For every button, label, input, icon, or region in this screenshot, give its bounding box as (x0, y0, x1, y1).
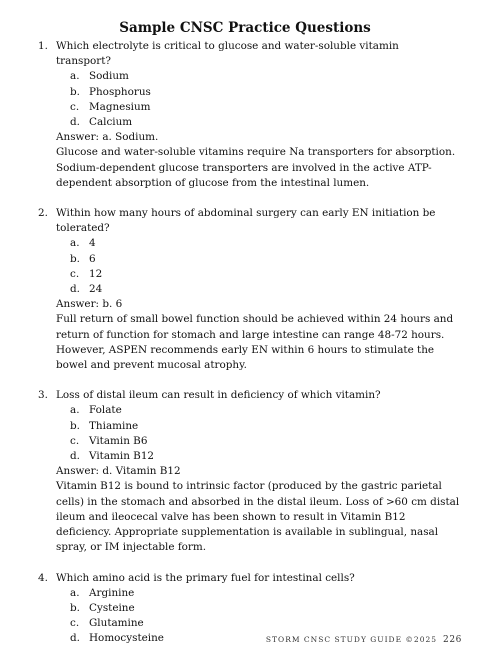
answer-explanation: Full return of small bowel function should be achieved within 24 hours and return of function for stomach and large intestine can range 48-72 hours. However, ASPEN recommends early EN within 6 hours to stimulate the bowel and prevent mucosal atrophy. (56, 313, 454, 372)
option-text: 24 (89, 283, 103, 296)
option-text: Homocysteine (89, 632, 164, 645)
page-footer (266, 635, 462, 645)
option-text: Phosphorus (89, 85, 151, 98)
option-item (70, 419, 490, 434)
option-list (0, 236, 490, 297)
option-letter: a. (70, 70, 80, 83)
option-letter: d. (70, 116, 80, 129)
page-title: Sample CNSC Practice Questions (119, 20, 371, 36)
option-letter: a. (70, 404, 80, 417)
answer-line: Answer: d. Vitamin B12 (56, 465, 181, 478)
option-item (70, 85, 490, 100)
question-text: Within how many hours of abdominal surgery can early EN initiation be tolerated? (56, 207, 436, 235)
option-letter: a. (70, 237, 80, 250)
option-list (0, 69, 490, 130)
question-text: Which electrolyte is critical to glucose and water-soluble vitamin transport? (56, 40, 399, 68)
question-text: Loss of distal ileum can result in deficiency of which vitamin? (56, 389, 381, 402)
question-number: 3. (38, 389, 48, 402)
answer-line: Answer: b. 6 (56, 298, 123, 311)
answer-explanation: Vitamin B12 is bound to intrinsic factor (produced by the gastric parietal cells) in the stomach and absorbed in the distal ileum. Loss of >60 cm distal ileum and ileocecal valve has been shown to result in Vitamin B12 deficiency. Appropriate supplementation is available in sublingual, nasal spray, or IM injectable form. (56, 480, 460, 554)
footer-brand: STORM CNSC STUDY GUIDE ©2025 (265, 635, 438, 644)
option-text: Glutamine (89, 617, 144, 630)
option-letter: c. (70, 267, 80, 280)
page-number: 226 (443, 635, 462, 645)
option-text: 6 (89, 252, 96, 265)
option-text: Vitamin B12 (89, 450, 155, 463)
option-letter: a. (70, 586, 80, 599)
option-list (0, 403, 490, 464)
option-item (70, 601, 490, 616)
option-letter: c. (70, 100, 80, 113)
option-letter: c. (70, 434, 80, 447)
option-item (70, 236, 490, 251)
option-item (70, 69, 490, 84)
question-number: 1. (38, 40, 48, 52)
option-text: Arginine (89, 586, 135, 599)
question-number: 4. (38, 571, 48, 584)
option-letter: c. (70, 617, 80, 630)
option-letter: d. (70, 450, 80, 463)
question-text: Which amino acid is the primary fuel for intestinal cells? (56, 571, 355, 584)
option-item (70, 115, 490, 130)
question-list (0, 39, 490, 662)
option-item (70, 100, 490, 115)
option-letter: b. (70, 85, 80, 98)
option-item (70, 586, 490, 601)
option-item (70, 403, 490, 418)
option-text: Sodium (89, 70, 129, 83)
option-text: Cysteine (89, 601, 135, 614)
option-item (70, 449, 490, 464)
option-item (70, 616, 490, 631)
option-item (70, 282, 490, 297)
question-number: 2. (38, 207, 48, 220)
option-letter: d. (70, 632, 80, 645)
option-text: 4 (89, 237, 96, 250)
option-letter: b. (70, 252, 80, 265)
option-item (70, 267, 490, 282)
option-text: Thiamine (89, 419, 139, 432)
answer-line: Answer: a. Sodium. (56, 131, 159, 144)
option-letter: b. (70, 601, 80, 614)
option-text: Folate (89, 404, 122, 417)
answer-explanation: Glucose and water-soluble vitamins require Na transporters for absorption. Sodium-dependent glucose transporters are involved in the active ATP-dependent absorption of glucose from the intestinal lumen. (56, 146, 456, 189)
question-3 (0, 388, 490, 555)
question-1 (0, 39, 490, 191)
question-2 (0, 206, 490, 373)
option-text: Vitamin B6 (89, 434, 148, 447)
option-text: 12 (89, 267, 103, 280)
option-text: Calcium (89, 116, 133, 129)
option-item (70, 434, 490, 449)
option-letter: d. (70, 283, 80, 296)
option-letter: b. (70, 419, 80, 432)
option-text: Magnesium (89, 100, 151, 113)
option-item (70, 252, 490, 267)
